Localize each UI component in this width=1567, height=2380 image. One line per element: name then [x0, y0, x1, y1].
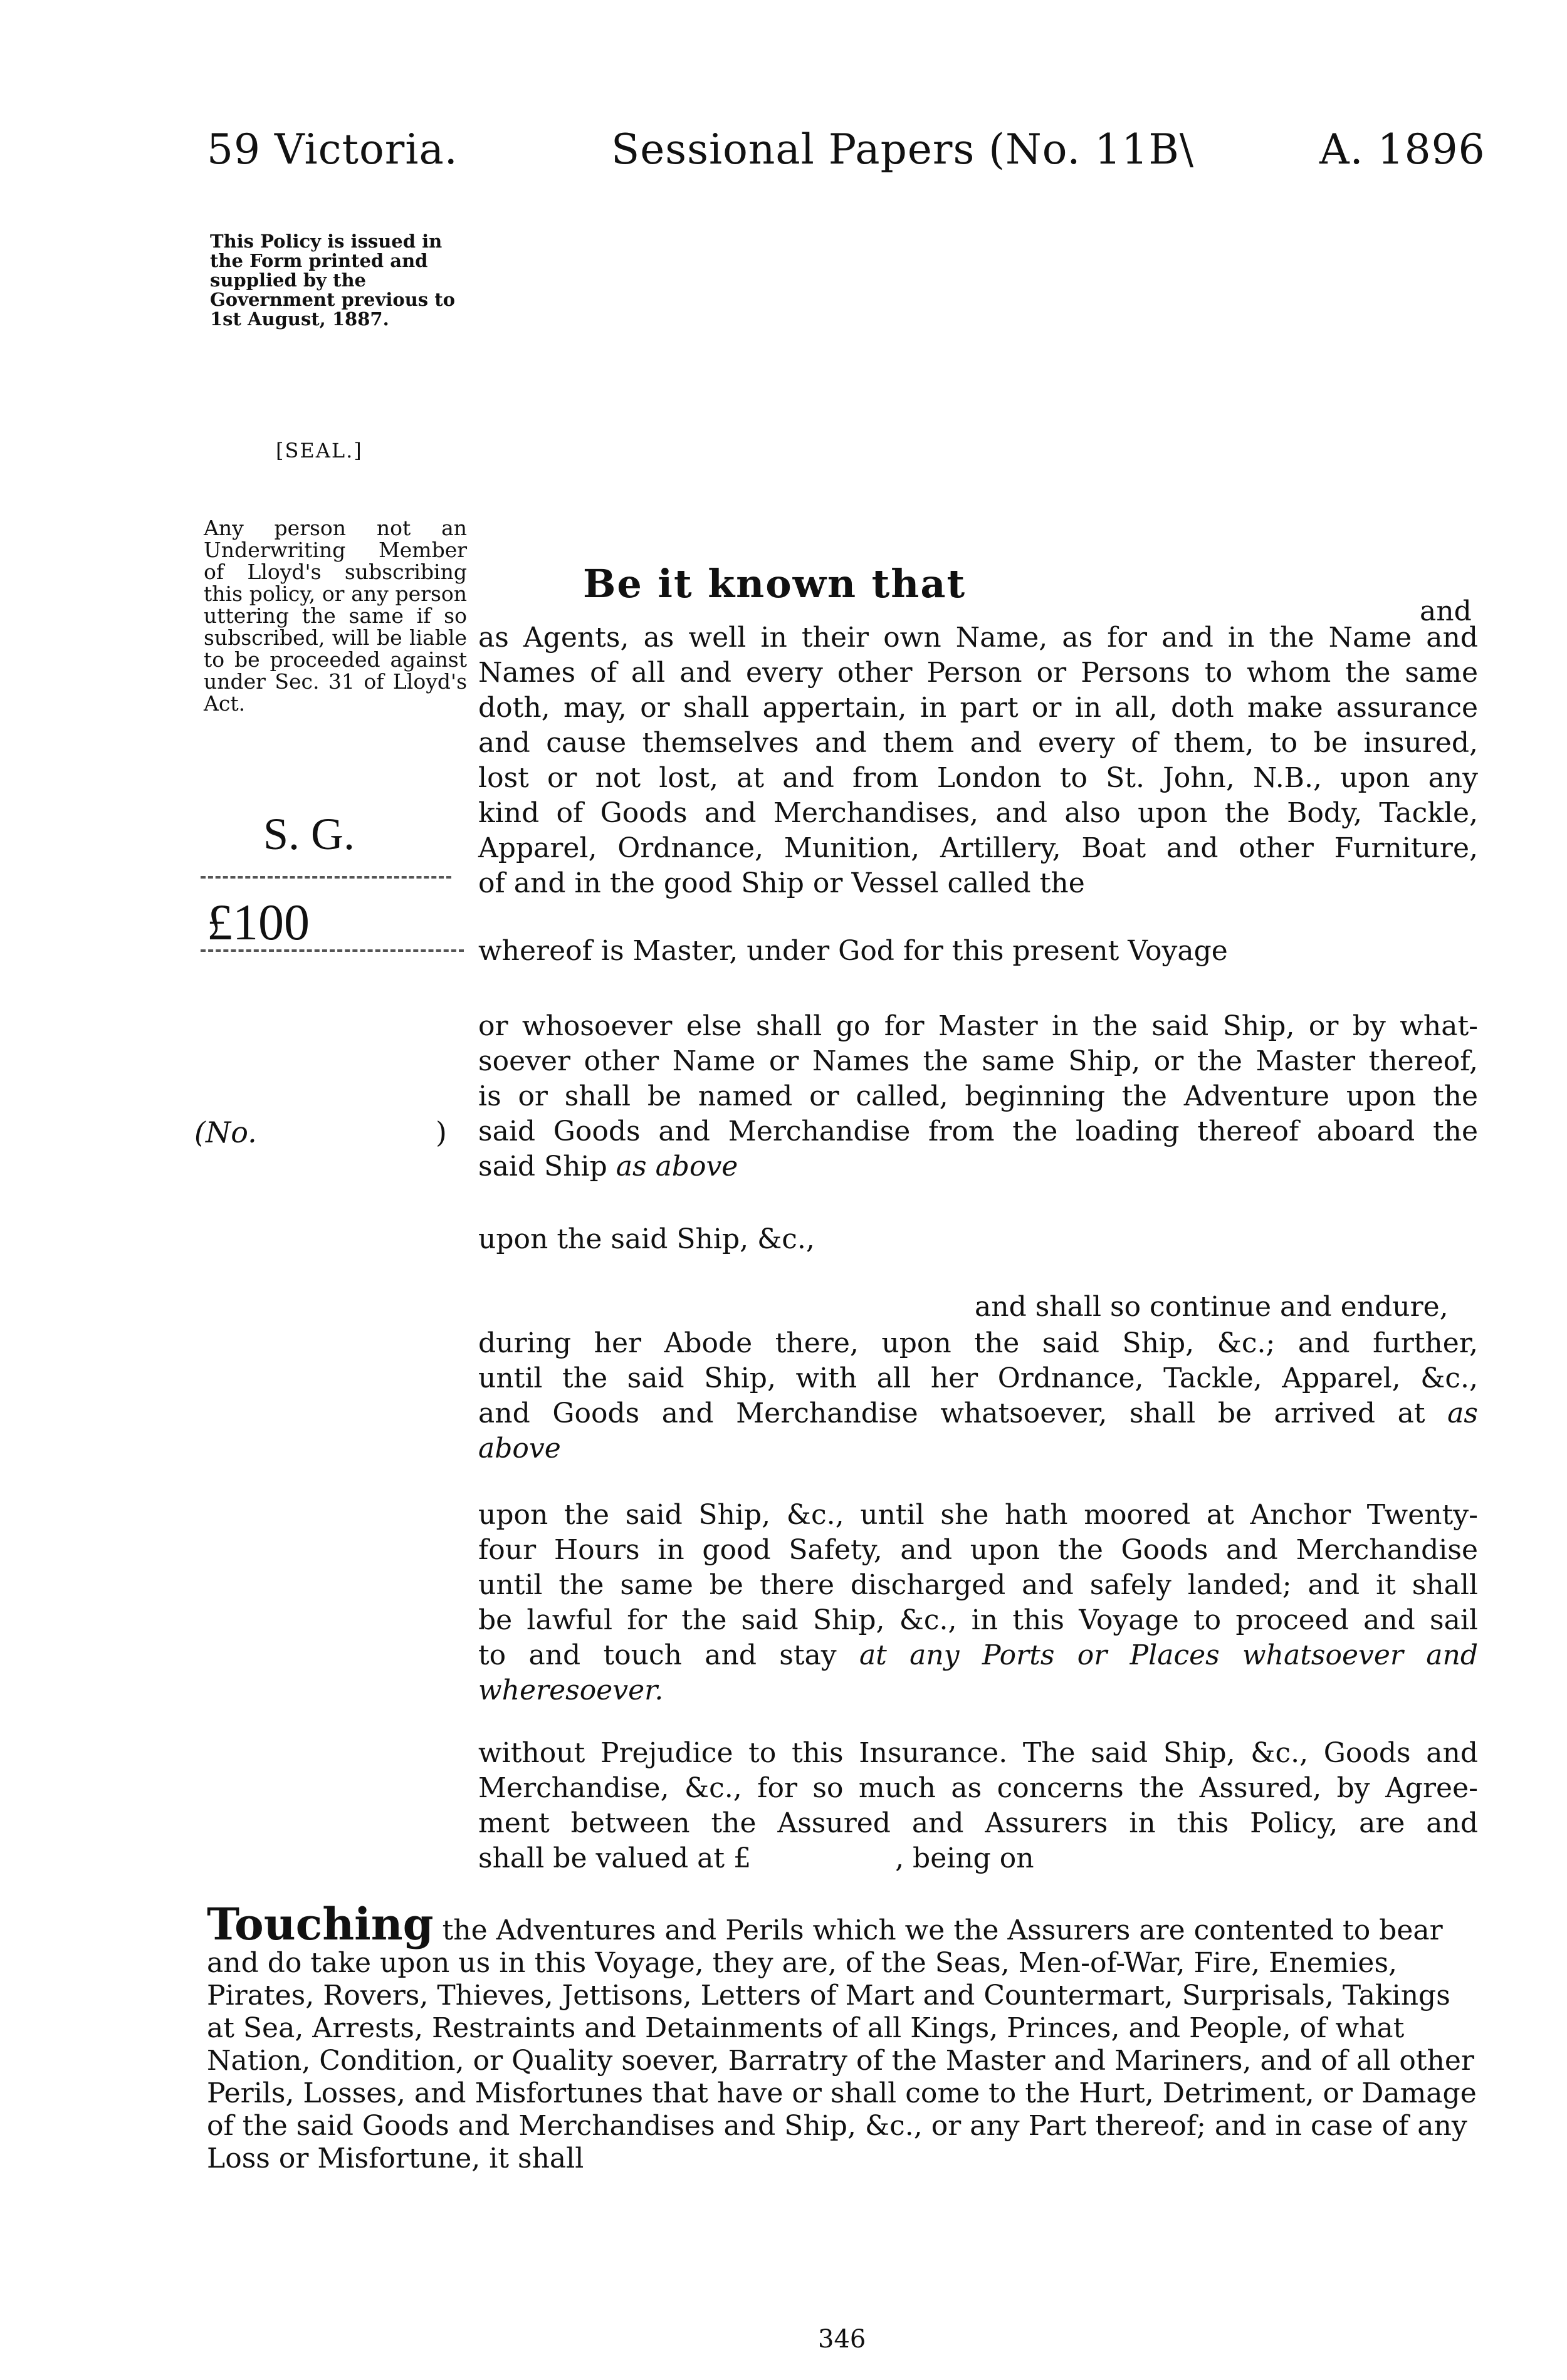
abode-clause [478, 1326, 1478, 1466]
italic-fragment: as above [616, 1151, 738, 1182]
text-line: without Prejudice to this Insurance. The said Ship, &c., Goods and [478, 1737, 1478, 1769]
header-session: 59 Victoria. [207, 125, 458, 174]
text-fragment: shall be valued at £ [478, 1842, 752, 1874]
policy-number-label: (No. [194, 1115, 257, 1149]
text-line [478, 1638, 1478, 1673]
policy-number-bracket: ) [436, 1115, 447, 1149]
adventure-clause [478, 1009, 1478, 1184]
master-clause [478, 934, 1478, 969]
valuation-clause [478, 1736, 1478, 1876]
text-line: four Hours in good Safety, and upon the Goods and Merchandise [478, 1534, 1478, 1566]
text-line [478, 1841, 1478, 1876]
text-line [478, 1673, 1478, 1708]
text-line: ment between the Assured and Assurers in this Policy, are and [478, 1807, 1478, 1839]
opening-and: and [1420, 595, 1472, 627]
perils-clause [207, 1898, 1478, 2175]
italic-fragment: above [478, 1433, 561, 1464]
insurance-clause [478, 620, 1478, 901]
text-line [478, 1431, 1478, 1466]
continue-clause: and shall so continue and endure, [975, 1291, 1449, 1323]
text-line: is or shall be named or called, beginning the Adventure upon the [478, 1080, 1478, 1112]
text-line: doth, may, or shall appertain, in part or in all, doth make assurance [478, 692, 1478, 724]
text-line: until the same be there discharged and safely landed; and it shall [478, 1569, 1478, 1601]
text-line: kind of Goods and Merchandises, and also upon the Body, Tackle, [478, 797, 1478, 829]
text-fragment: said Ship [478, 1151, 607, 1182]
perils-text: the Adventures and Perils which we the Assurers are contented to bear and do take upon us in this Voyage, they are, of the Seas, Men-of-War, Fire, Enemies, Pirates, Rovers, Thieves, Jettisons, Letters of Mart and Countermart, Surprisals, Takings at Sea, Arrests, Restraints and Detainments of all Kings, Princes, and People, of what Nation, Condition, or Quality soever, Barratry of the Master and Mariners, and of all other Perils, Losses, and Misfortunes that have or shall come to the Hurt, Detriment, or Damage of the said Goods and Merchandises and Ship, &c., or any Part thereof; and in case of any Loss or Misfortune, it shall [207, 1914, 1477, 2174]
policy-form-note: This Policy is issued in the Form printed and supplied by the Government previous to 1st August, 1887. [210, 231, 455, 330]
text-line [478, 1396, 1478, 1431]
text-line: said Goods and Merchandise from the loading thereof aboard the [478, 1115, 1478, 1147]
text-line: upon the said Ship, &c., [478, 1223, 815, 1255]
text-line: as Agents, as well in their own Name, as for and in the Name and [478, 622, 1478, 654]
text-line: or whosoever else shall go for Master in the said Ship, or by what- [478, 1010, 1478, 1042]
text-line: Merchandise, &c., for so much as concerns the Assured, by Agree- [478, 1772, 1478, 1804]
text-fragment: , being on [895, 1842, 1034, 1874]
page-number: 346 [818, 2325, 866, 2354]
header-year: A. 1896 [1319, 125, 1486, 174]
italic-fragment: at any Ports or Places whatsoever and [859, 1639, 1478, 1671]
text-fragment: to and touch and stay [478, 1639, 837, 1671]
italic-fragment: wheresoever. [478, 1674, 664, 1706]
touching-lead-word: Touching [207, 1898, 434, 1950]
opening-phrase: Be it known that [583, 561, 967, 607]
policy-amount: £100 [207, 894, 310, 951]
text-line: be lawful for the said Ship, &c., in this Voyage to proceed and sail [478, 1604, 1478, 1636]
text-line: and cause themselves and them and every of them, to be insured, [478, 727, 1478, 759]
text-line: lost or not lost, at and from London to St. John, N.B., upon any [478, 762, 1478, 794]
lloyds-act-note: Any person not an Underwriting Member of Lloyd's subscribing this policy, or any person uttering the same if so subscribed, will be liable to be proceeded against under Sec. 31 of Lloyd's Act. [204, 516, 467, 716]
sg-mark: S. G. [263, 809, 355, 859]
seal-label: [SEAL.] [276, 439, 363, 462]
text-line: soever other Name or Names the same Ship, or the Master thereof, [478, 1045, 1478, 1077]
divider-rule-bottom [201, 949, 464, 952]
text-line [478, 1149, 1478, 1184]
text-line: of and in the good Ship or Vessel called the [478, 867, 1085, 899]
anchor-clause [478, 1498, 1478, 1708]
ship-clause [478, 1222, 1478, 1257]
text-fragment: and Goods and Merchandise whatsoever, shall be arrived at [478, 1397, 1425, 1429]
italic-fragment: as [1447, 1397, 1478, 1429]
text-line: whereof is Master, under God for this present Voyage [478, 935, 1228, 967]
text-line: Apparel, Ordnance, Munition, Artillery, Boat and other Furniture, [478, 832, 1478, 864]
text-line: upon the said Ship, &c., until she hath moored at Anchor Twenty- [478, 1499, 1478, 1531]
divider-rule-top [201, 876, 451, 879]
text-line: Names of all and every other Person or Persons to whom the same [478, 657, 1478, 689]
text-line: until the said Ship, with all her Ordnance, Tackle, Apparel, &c., [478, 1362, 1478, 1394]
text-line: during her Abode there, upon the said Ship, &c.; and further, [478, 1327, 1478, 1359]
header-title: Sessional Papers (No. 11B\ [611, 125, 1195, 174]
